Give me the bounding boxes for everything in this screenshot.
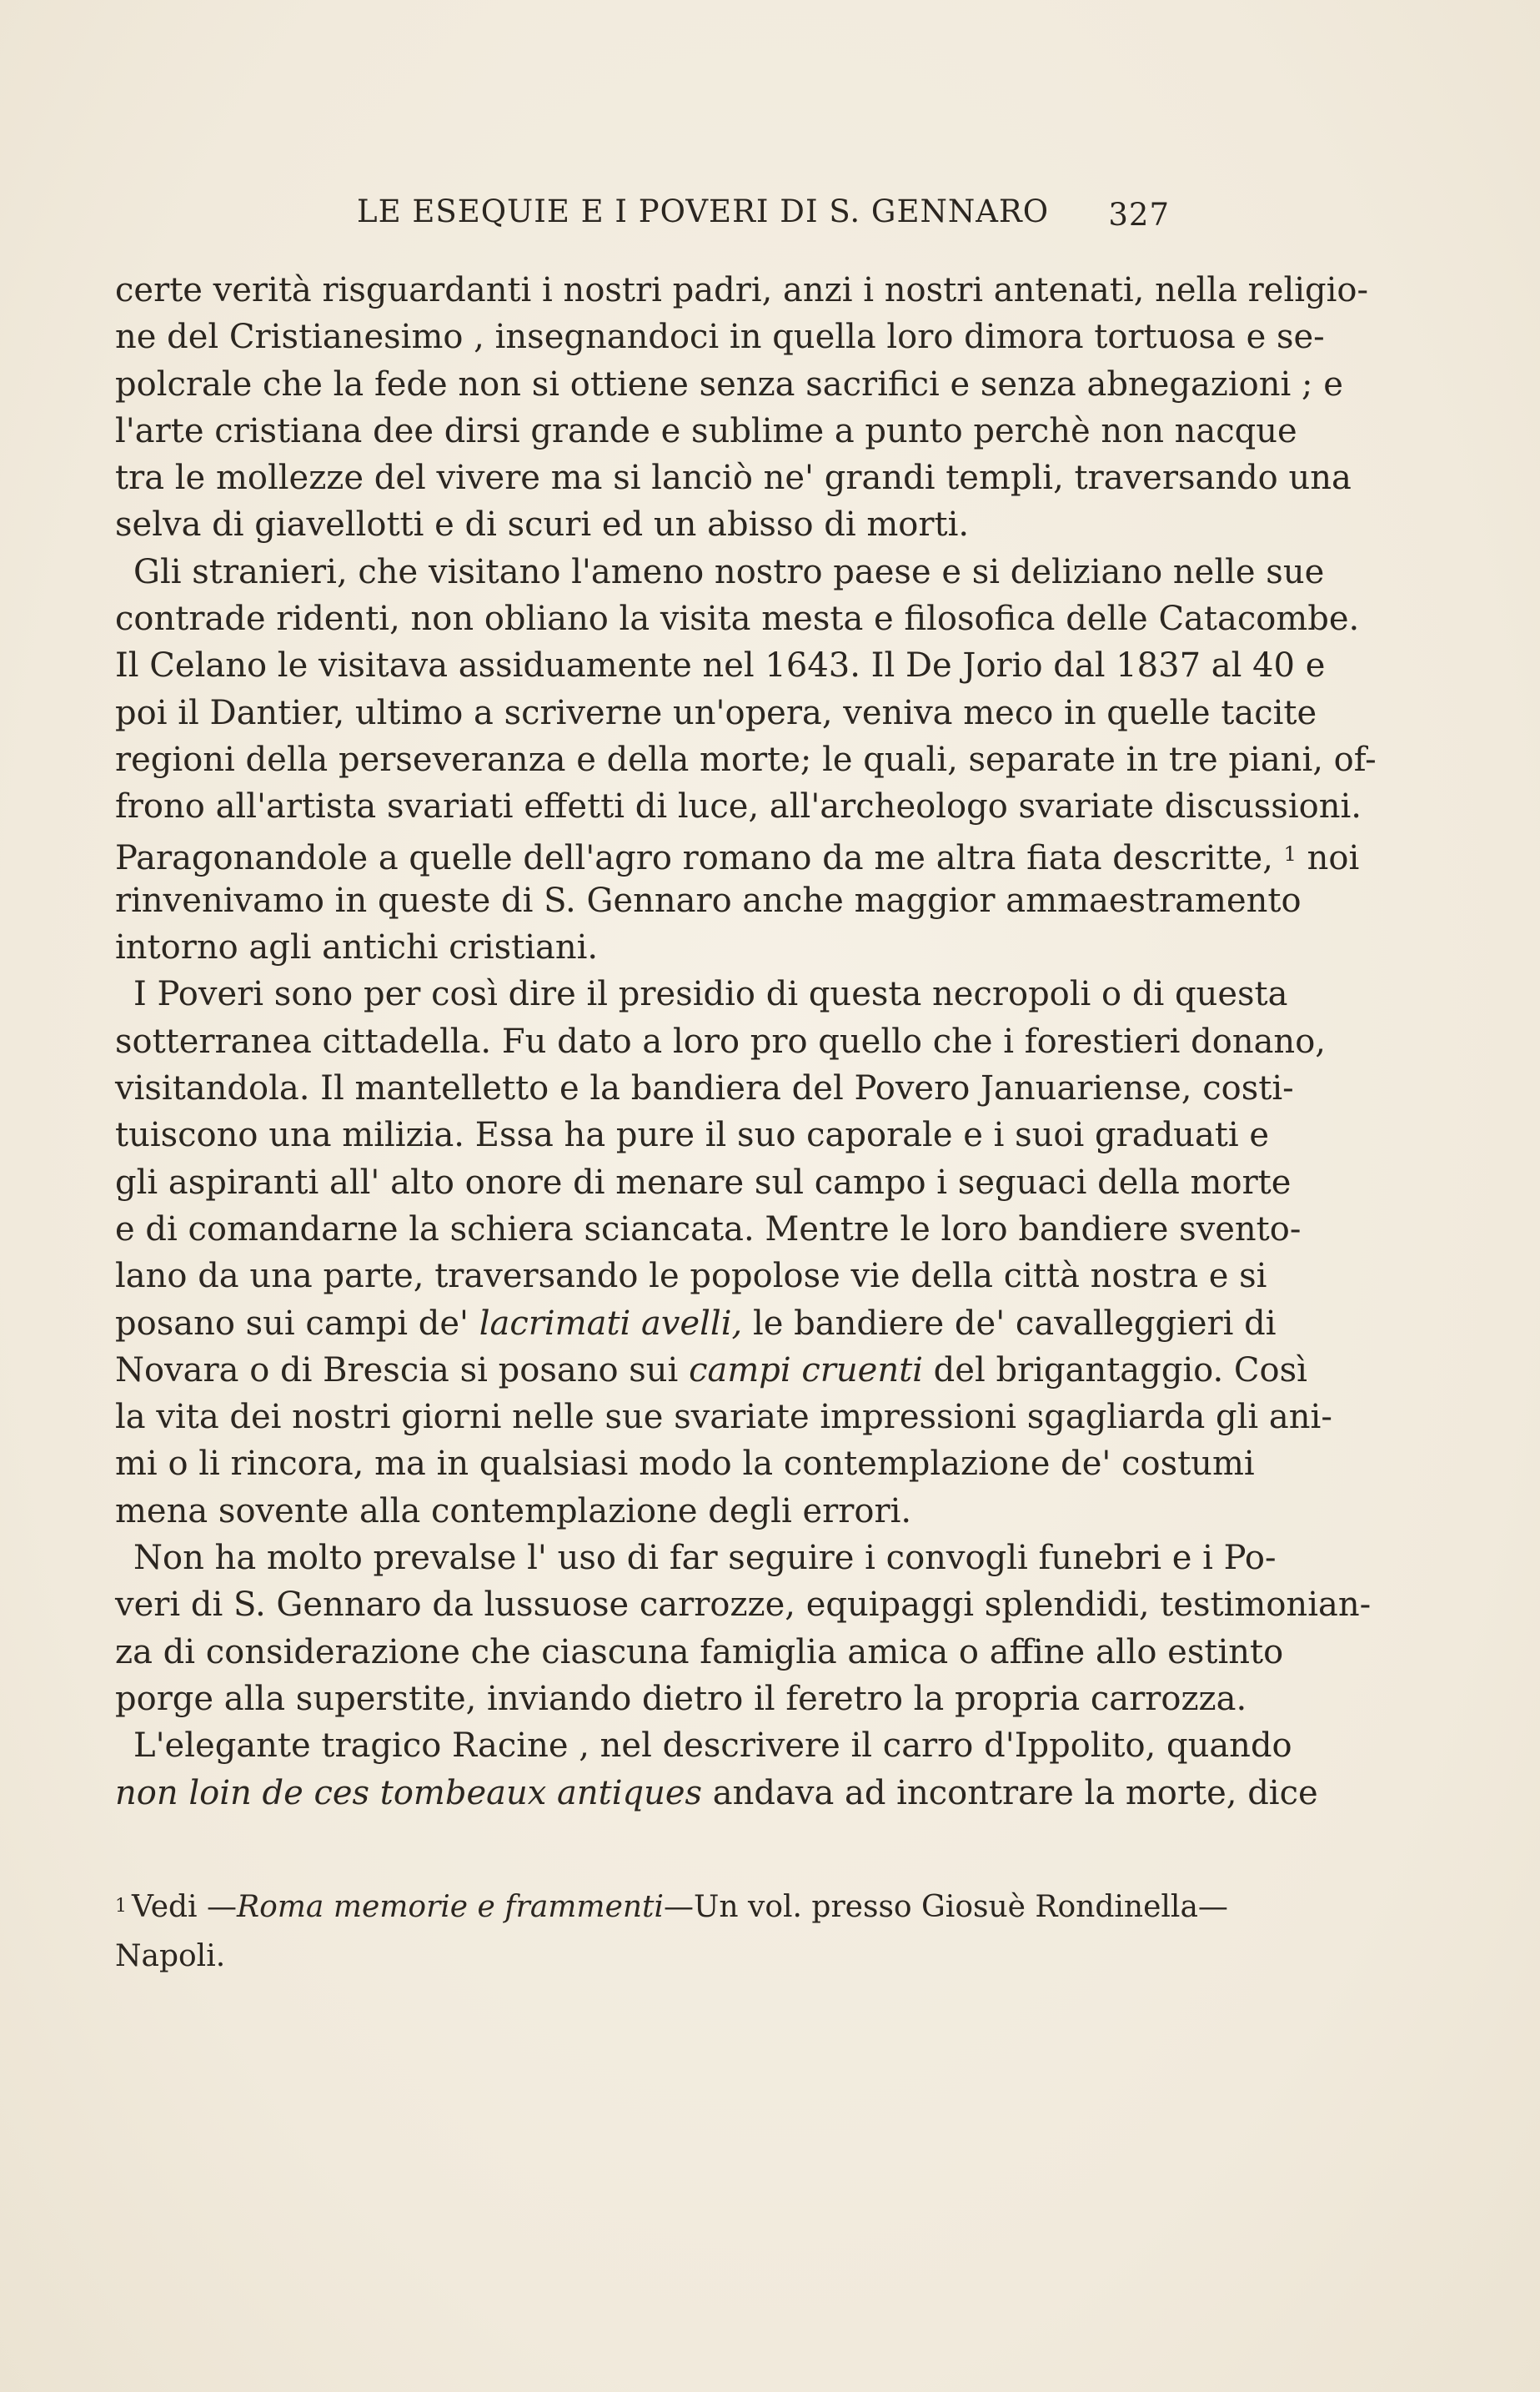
text-line: gli aspiranti all' alto onore di menare sul campo i seguaci della morte xyxy=(115,1163,1292,1202)
text-line-with-italic xyxy=(115,1300,1277,1347)
text-segment: posano sui campi de' xyxy=(115,1304,469,1343)
text-line: mena sovente alla contemplazione degli errori. xyxy=(115,1491,912,1530)
text-line: mi o li rincora, ma in qualsiasi modo la contemplazione de' costumi xyxy=(115,1445,1255,1484)
running-head xyxy=(115,193,1170,244)
text-line: Gli stranieri, che visitano l'ameno nostro paese e si deliziano nelle sue xyxy=(133,552,1325,591)
text-line: tuiscono una milizia. Essa ha pure il suo caporale e i suoi graduati e xyxy=(115,1116,1270,1155)
text-segment: Novara o di Brescia si posano sui xyxy=(115,1350,679,1389)
text-segment: Paragonandole a quelle dell'agro romano da me altra fiata descritte, xyxy=(115,838,1273,877)
text-segment: Vedi — xyxy=(132,1890,237,1924)
text-line: L'elegante tragico Racine , nel descrivere il carro d'Ippolito, quando xyxy=(133,1726,1292,1766)
text-line: regioni della perseveranza e della morte; le quali, separate in tre piani, of- xyxy=(115,740,1377,779)
text-line: Il Celano le visitava assiduamente nel 1643. Il De Jorio dal 1837 al 40 e xyxy=(115,646,1326,686)
text-line: intorno agli antichi cristiani. xyxy=(115,928,599,967)
text-line: za di considerazione che ciascuna famiglia amica o affine allo estinto xyxy=(115,1632,1284,1671)
page-number: 327 xyxy=(1108,197,1170,233)
text-segment: del brigantaggio. Così xyxy=(933,1350,1307,1389)
text-line: selva di giavellotti e di scuri ed un abisso di morti. xyxy=(115,505,970,545)
italic-segment: campi cruenti xyxy=(689,1350,923,1389)
text-line: la vita dei nostri giorni nelle sue svariate impressioni sgagliarda gli ani- xyxy=(115,1398,1332,1437)
text-line: rinvenivamo in queste di S. Gennaro anche maggior ammaestramento xyxy=(115,881,1302,920)
text-line: visitandola. Il mantelletto e la bandiera del Povero Januariense, costi- xyxy=(115,1069,1294,1108)
text-line: veri di S. Gennaro da lussuose carrozze, equipaggi splendidi, testimonian- xyxy=(115,1585,1372,1625)
text-line: contrade ridenti, non obliano la visita mesta e filosofica delle Catacombe. xyxy=(115,600,1360,639)
italic-segment: non loin de ces tombeaux antiques xyxy=(115,1773,703,1812)
text-line: certe verità risguardanti i nostri padri, anzi i nostri antenati, nella religio- xyxy=(115,271,1369,309)
text-segment: le bandiere de' cavalleggieri di xyxy=(752,1304,1277,1343)
text-line: tra le mollezze del vivere ma si lanciò ne' grandi templi, traversando una xyxy=(115,459,1352,498)
text-segment: —Un vol. presso Giosuè Rondinella— xyxy=(664,1890,1228,1924)
footnote-line xyxy=(115,1882,1228,1932)
text-line-with-footnote-ref xyxy=(115,831,1360,877)
text-segment: andava ad incontrare la morte, dice xyxy=(712,1773,1318,1812)
italic-segment: Roma memorie e frammenti xyxy=(237,1890,665,1924)
footnote-marker: 1 xyxy=(115,1896,127,1917)
text-segment: noi xyxy=(1307,838,1360,877)
running-title: LE ESEQUIE E I POVERI DI S. GENNARO xyxy=(357,193,1050,229)
text-line: l'arte cristiana dee dirsi grande e sublime a punto perchè non nacque xyxy=(115,411,1297,450)
text-line: polcrale che la fede non si ottiene senza sacrifici e senza abnegazioni ; e xyxy=(115,364,1343,404)
text-line-with-italic xyxy=(115,1770,1318,1817)
footnote-line: Napoli. xyxy=(115,1939,226,1973)
text-line: lano da una parte, traversando le popolose vie della città nostra e si xyxy=(115,1257,1267,1296)
text-line: sotterranea cittadella. Fu dato a loro pro quello che i forestieri donano, xyxy=(115,1022,1326,1061)
text-line: frono all'artista svariati effetti di luce, all'archeologo svariate discussioni. xyxy=(115,787,1362,827)
footnote-reference: 1 xyxy=(1283,842,1297,866)
italic-segment: lacrimati avelli, xyxy=(479,1304,743,1343)
text-line: porge alla superstite, inviando dietro il feretro la propria carrozza. xyxy=(115,1679,1247,1718)
text-line: poi il Dantier, ultimo a scriverne un'opera, veniva meco in quelle tacite xyxy=(115,693,1317,732)
text-line: I Poveri sono per così dire il presidio di questa necropoli o di questa xyxy=(133,975,1288,1014)
text-line: e di comandarne la schiera sciancata. Mentre le loro bandiere svento- xyxy=(115,1209,1302,1249)
body-text xyxy=(115,267,1377,1817)
text-line: Non ha molto prevalse l' uso di far seguire i convogli funebri e i Po- xyxy=(133,1539,1277,1578)
text-line-with-italic xyxy=(115,1347,1307,1394)
footnote xyxy=(115,1882,1228,1982)
text-line: ne del Cristianesimo , insegnandoci in quella loro dimora tortuosa e se- xyxy=(115,318,1325,357)
